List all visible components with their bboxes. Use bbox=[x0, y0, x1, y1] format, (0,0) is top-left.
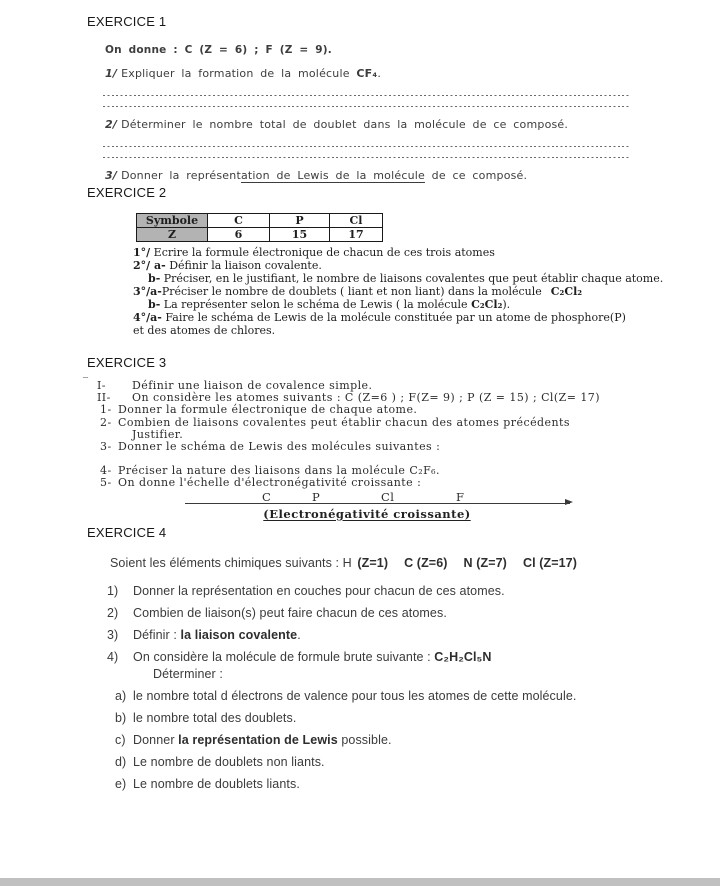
ex1-q2-marker: 2/ bbox=[105, 118, 118, 131]
ex3-item-5 bbox=[87, 477, 682, 489]
ex3-item-2-marker: 2- bbox=[100, 415, 112, 429]
ex4-intro-n: N (Z=7) bbox=[463, 556, 507, 570]
ex3-item-3 bbox=[87, 441, 682, 453]
ex4-item-1-marker: 1) bbox=[107, 584, 119, 598]
ex2-item-1-text: Ecrire la formule électronique de chacun de ces trois atomes bbox=[150, 246, 495, 259]
ex3-item-3-text: Donner le schéma de Lewis des molécules suivantes : bbox=[118, 440, 441, 454]
table-cell: 17 bbox=[330, 228, 383, 242]
dotted-answer-line bbox=[103, 145, 630, 147]
ex1-given-text: On donne : C (Z = 6) ; F (Z = 9). bbox=[105, 44, 332, 56]
ex4-item-d-marker: d) bbox=[115, 755, 127, 769]
table-cell: Cl bbox=[330, 214, 383, 228]
ex4-item-1 bbox=[87, 584, 682, 598]
ex4-item-1-text: Donner la représentation en couches pour chacun de ces atomes. bbox=[133, 584, 505, 598]
window-bottom-edge bbox=[0, 878, 720, 886]
ex4-item-c bbox=[87, 733, 682, 747]
exercise-1-body bbox=[87, 44, 682, 182]
table-cell: 6 bbox=[208, 228, 270, 242]
ex3-item-2-text: Combien de liaisons covalentes peut établir chacun des atomes précédents bbox=[118, 415, 570, 429]
exercise-4 bbox=[87, 525, 682, 791]
ex1-q1-text: Expliquer la formation de la molécule bbox=[121, 67, 357, 80]
ex1-given-line bbox=[105, 44, 682, 56]
ex4-determiner-label: Déterminer : bbox=[153, 667, 223, 681]
ex2-item-2a-text: Définir la liaison covalente. bbox=[165, 259, 322, 272]
table-row-z bbox=[137, 228, 383, 242]
table-row-symbole bbox=[137, 214, 383, 228]
ex4-intro-h: (Z=1) bbox=[357, 556, 389, 570]
ex3-item-1-marker: 1- bbox=[100, 403, 112, 417]
ex4-item-e-text: Le nombre de doublets liants. bbox=[133, 777, 300, 791]
scan-artifact-mark: ¯ bbox=[83, 377, 88, 388]
ex2-item-1-marker: 1°/ bbox=[133, 246, 151, 259]
ex4-item-4-pre: On considère la molécule de formule brute suivante : bbox=[133, 650, 435, 664]
ex3-item-2-justify: Justifier. bbox=[132, 427, 184, 441]
ex3-item-5-marker: 5- bbox=[100, 476, 112, 490]
ex2-item-2b-text: Préciser, en le justifiant, le nombre de liaisons covalentes que peut établir chaque atome. bbox=[160, 272, 664, 285]
ex1-q2-text: Déterminer le nombre total de doublet dans la molécule de ce composé. bbox=[121, 118, 569, 131]
ex4-item-e-marker: e) bbox=[115, 777, 127, 791]
ex2-item-2a-marker: 2°/ a- bbox=[133, 259, 166, 272]
table-cell: P bbox=[270, 214, 330, 228]
ex2-item-4b bbox=[133, 324, 682, 337]
ex4-intro-cl: Cl (Z=17) bbox=[522, 556, 577, 570]
ex4-item-b-marker: b) bbox=[115, 711, 127, 725]
ex1-q1-marker: 1/ bbox=[105, 67, 118, 80]
ex1-q1-end: . bbox=[377, 67, 382, 80]
ex1-q1-formula: CF₄ bbox=[356, 67, 378, 80]
ex4-item-4-text bbox=[133, 650, 492, 664]
ex3-item-II-text: On considère les atomes suivants : C (Z=6 ) ; F(Z= 9) ; P (Z = 15) ; Cl(Z= 17) bbox=[132, 391, 600, 405]
ex4-item-c-marker: c) bbox=[115, 733, 126, 747]
ex4-item-2-text: Combien de liaison(s) peut faire chacun de ces atomes. bbox=[133, 606, 447, 620]
scale-label-C: C bbox=[262, 489, 272, 504]
table-cell: 15 bbox=[270, 228, 330, 242]
ex2-item-3b-formula: C₂Cl₂ bbox=[471, 298, 503, 311]
ex2-item-2b-marker: b- bbox=[148, 272, 161, 285]
ex4-intro-c: C (Z=6) bbox=[404, 556, 448, 570]
ex3-item-I-marker: I- bbox=[97, 379, 106, 392]
ex3-item-5-text: On donne l'échelle d'électronégativité croissante : bbox=[118, 476, 422, 490]
dotted-answer-line bbox=[103, 156, 630, 158]
ex1-question-3 bbox=[105, 169, 682, 182]
dotted-answer-line bbox=[103, 105, 630, 107]
ex2-item-3b-text: La représenter selon le schéma de Lewis ( la molécule bbox=[160, 298, 472, 311]
ex2-item-3b-end: ). bbox=[502, 298, 511, 311]
ex4-item-d-text: Le nombre de doublets non liants. bbox=[133, 755, 325, 769]
ex4-item-3 bbox=[87, 628, 682, 642]
ex4-item-c-pre: Donner bbox=[133, 733, 179, 747]
ex4-item-3-pre: Définir : bbox=[133, 628, 181, 642]
ex4-item-c-text bbox=[133, 733, 392, 747]
dotted-answer-line bbox=[103, 94, 630, 96]
ex4-item-3-text bbox=[133, 628, 301, 642]
ex4-item-3-end: . bbox=[297, 628, 301, 642]
ex3-item-II-marker: II- bbox=[97, 391, 111, 405]
ex4-item-3-marker: 3) bbox=[107, 628, 119, 642]
ex1-question-2 bbox=[105, 118, 682, 131]
ex3-item-1 bbox=[87, 404, 682, 416]
ex3-item-4-marker: 4- bbox=[100, 464, 112, 478]
electronegativity-scale bbox=[87, 489, 682, 526]
exercise-3-body bbox=[87, 380, 682, 526]
ex3-item-3-marker: 3- bbox=[100, 440, 112, 454]
exercise-3 bbox=[83, 355, 682, 526]
exercise-2-title: EXERCICE 2 bbox=[87, 185, 167, 200]
ex4-intro-text: Soient les éléments chimiques suivants : H bbox=[110, 556, 356, 570]
ex4-item-e bbox=[87, 777, 682, 791]
ex4-item-4 bbox=[87, 650, 682, 664]
ex4-item-a bbox=[87, 689, 682, 703]
ex4-item-2-marker: 2) bbox=[107, 606, 119, 620]
scale-label-F: F bbox=[456, 489, 465, 504]
table-cell: Z bbox=[137, 228, 208, 242]
ex4-item-3-bold: la liaison covalente bbox=[180, 628, 298, 642]
ex2-item-4b-text: et des atomes de chlores. bbox=[133, 324, 276, 337]
ex4-item-b-text: le nombre total des doublets. bbox=[133, 711, 297, 725]
ex2-question-list bbox=[133, 246, 682, 337]
ex3-molecule-list bbox=[87, 453, 682, 465]
ex2-item-3b bbox=[133, 298, 682, 311]
ex3-item-I-text: Définir une liaison de covalence simple. bbox=[132, 379, 373, 392]
ex4-item-4-formula: C₂H₂Cl₅N bbox=[434, 650, 492, 664]
scale-arrow-axis bbox=[185, 503, 570, 504]
table-cell: C bbox=[208, 214, 270, 228]
ex4-intro-line bbox=[110, 556, 682, 570]
ex3-item-1-text: Donner la formule électronique de chaque atome. bbox=[118, 403, 418, 417]
scale-label-Cl: Cl bbox=[381, 489, 395, 504]
ex2-item-4a-marker: 4°/a- bbox=[133, 311, 162, 324]
exercise-3-title: EXERCICE 3 bbox=[87, 355, 167, 370]
atoms-table bbox=[136, 213, 383, 242]
ex4-item-2 bbox=[87, 606, 682, 620]
ex2-item-3a-marker: 3°/a- bbox=[133, 285, 162, 298]
scale-label-P: P bbox=[312, 489, 321, 504]
ex4-item-4-marker: 4) bbox=[107, 650, 119, 664]
ex4-item-c-bold: la représentation de Lewis bbox=[178, 733, 338, 747]
exercise-1 bbox=[87, 14, 682, 182]
ex2-item-3a-formula: C₂Cl₂ bbox=[550, 285, 583, 298]
ex4-item-b bbox=[87, 711, 682, 725]
ex1-q3-post: de ce composé. bbox=[424, 169, 528, 182]
exercise-2-body bbox=[87, 213, 682, 337]
ex2-item-3a bbox=[133, 285, 682, 298]
ex1-question-1 bbox=[105, 67, 682, 80]
scale-caption: (Electronégativité croissante) bbox=[263, 506, 471, 521]
ex2-item-2a bbox=[133, 259, 682, 272]
ex4-item-a-marker: a) bbox=[115, 689, 127, 703]
ex4-item-a-text: le nombre total d électrons de valence pour tous les atomes de cette molécule. bbox=[133, 689, 577, 703]
ex2-item-3b-marker: b- bbox=[148, 298, 161, 311]
ex1-q3-underlined: ation de Lewis de la molécule bbox=[240, 169, 425, 182]
ex3-item-4-text: Préciser la nature des liaisons dans la molécule C₂F₆. bbox=[118, 464, 440, 478]
ex4-item-d bbox=[87, 755, 682, 769]
ex1-q3-pre: Donner la représent bbox=[121, 169, 241, 182]
ex1-q3-marker: 3/ bbox=[105, 169, 118, 182]
exercise-4-title: EXERCICE 4 bbox=[87, 525, 167, 540]
exercise-4-body bbox=[87, 556, 682, 791]
ex2-item-3a-text: Préciser le nombre de doublets ( liant et non liant) dans la molécule bbox=[161, 285, 542, 298]
table-cell: Symbole bbox=[137, 214, 208, 228]
ex4-item-c-end: possible. bbox=[337, 733, 392, 747]
ex3-item-2 bbox=[87, 417, 682, 429]
ex2-item-4a bbox=[133, 311, 682, 324]
ex2-item-1 bbox=[133, 246, 682, 259]
exercise-1-title: EXERCICE 1 bbox=[87, 14, 167, 29]
ex2-item-2b bbox=[133, 272, 682, 285]
ex2-item-4a-text: Faire le schéma de Lewis de la molécule constituée par un atome de phosphore(P) bbox=[161, 311, 626, 324]
exercise-2 bbox=[87, 185, 682, 337]
